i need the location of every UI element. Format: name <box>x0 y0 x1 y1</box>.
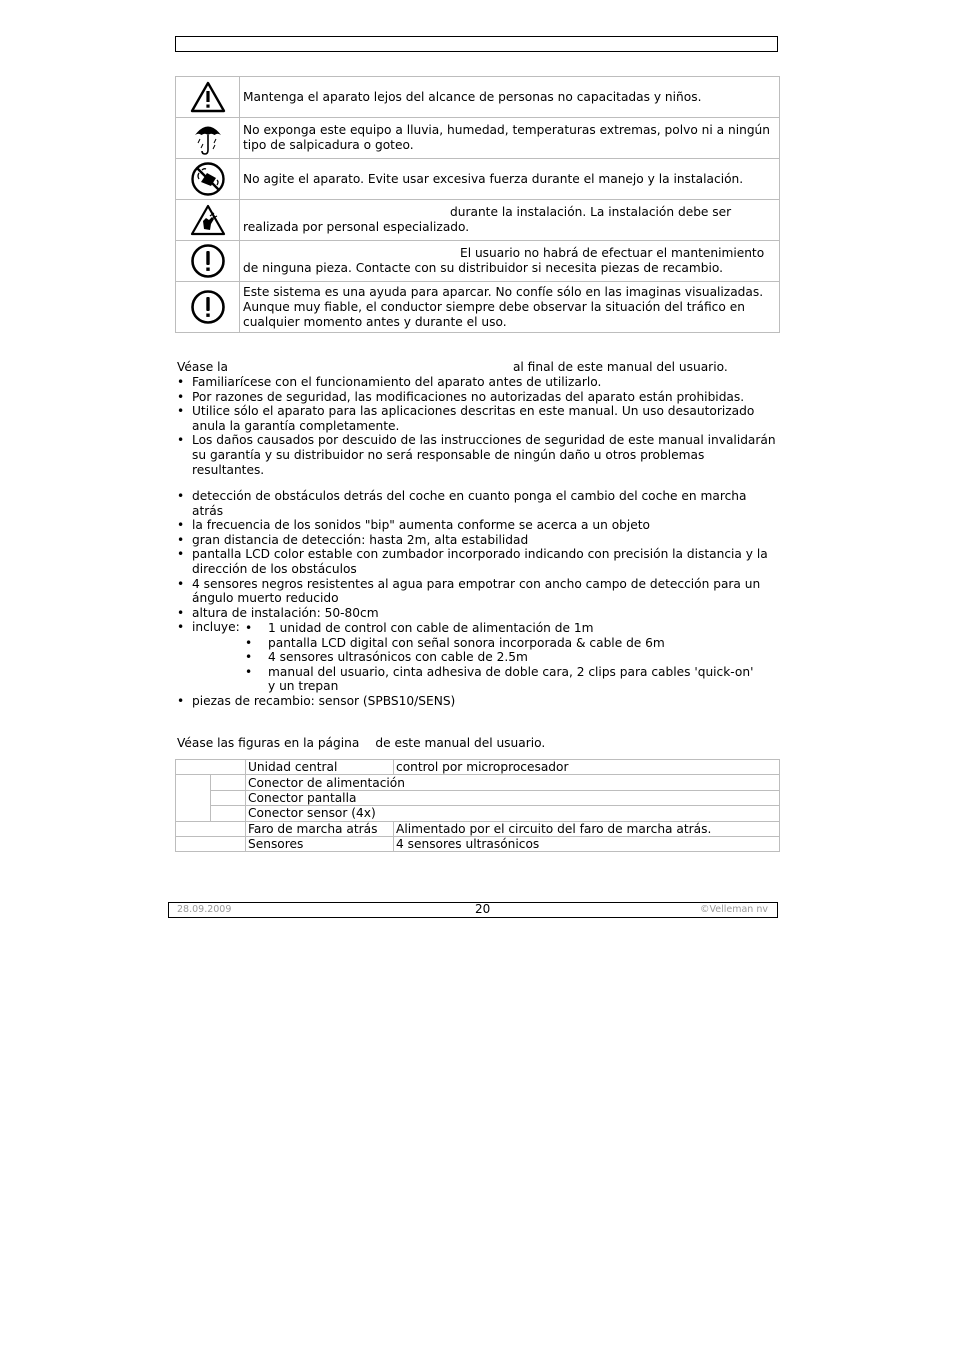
list-item: • Familiarícese con el funcionamiento del aparato antes de utilizarlo. <box>177 375 777 390</box>
features-list <box>177 489 777 635</box>
overview-intro-start: Véase las figuras en la página <box>177 736 360 750</box>
table-cell: Conector sensor (4x) <box>246 806 780 821</box>
warning-triangle-icon <box>176 77 240 118</box>
table-row <box>176 836 780 851</box>
safety-text-content: El usuario no habrá de efectuar el mantenimiento de ninguna pieza. Contacte con su distribuidor si necesita piezas de recambio. <box>243 246 765 275</box>
table-cell: 4 sensores ultrasónicos <box>394 836 780 851</box>
table-row <box>176 790 780 805</box>
table-cell <box>176 760 246 775</box>
safety-row <box>176 200 780 241</box>
no-shaking-icon <box>176 159 240 200</box>
table-cell <box>176 821 246 836</box>
guidelines-list <box>177 375 777 477</box>
table-cell <box>176 836 246 851</box>
table-cell: Unidad central <box>246 760 394 775</box>
table-row <box>176 806 780 821</box>
header-bar <box>175 36 778 52</box>
table-cell <box>211 775 246 790</box>
table-row <box>176 821 780 836</box>
page-footer <box>168 902 778 918</box>
list-item: • Los daños causados por descuido de las instrucciones de seguridad de este manual invalidarán su garantía y su distribuidor no será responsable de ningún daño u otros problemas resultantes. <box>177 433 777 477</box>
table-cell <box>211 790 246 805</box>
safety-text: Mantenga el aparato lejos del alcance de personas no capacitadas y niños. <box>240 77 780 118</box>
list-item: • pantalla LCD digital con señal sonora incorporada & cable de 6m <box>243 636 763 651</box>
list-item: • piezas de recambio: sensor (SPBS10/SENS) <box>177 694 777 709</box>
table-cell: Conector pantalla <box>246 790 780 805</box>
table-row <box>176 760 780 775</box>
list-item: • altura de instalación: 50-80cm <box>177 606 777 621</box>
guidelines-intro-end: al final de este manual del usuario. <box>512 360 728 374</box>
overview-intro <box>177 736 545 751</box>
safety-row <box>176 159 780 200</box>
umbrella-rain-icon <box>176 118 240 159</box>
safety-text <box>240 200 780 241</box>
list-item: • gran distancia de detección: hasta 2m, alta estabilidad <box>177 533 777 548</box>
safety-text: No exponga este equipo a lluvia, humedad, temperaturas extremas, polvo ni a ningún tipo de salpicadura o goteo. <box>240 118 780 159</box>
table-cell <box>176 775 211 821</box>
table-cell: Faro de marcha atrás <box>246 821 394 836</box>
safety-row <box>176 77 780 118</box>
spare-parts-list <box>177 694 777 709</box>
overview-intro-end: de este manual del usuario. <box>375 736 546 750</box>
exclamation-circle-icon <box>176 282 240 333</box>
description-table <box>175 759 780 852</box>
list-item: • 4 sensores negros resistentes al agua para empotrar con ancho campo de detección para un ángulo muerto reducido <box>177 577 777 606</box>
guidelines-intro <box>177 360 728 375</box>
table-row <box>176 775 780 790</box>
table-cell: Conector de alimentación <box>246 775 780 790</box>
list-item: • la frecuencia de los sonidos "bip" aumenta conforme se acerca a un objeto <box>177 518 777 533</box>
table-cell: Alimentado por el circuito del faro de marcha atrás. <box>394 821 780 836</box>
list-item: • manual del usuario, cinta adhesiva de doble cara, 2 clips para cables 'quick-on' y un trepan <box>243 665 763 694</box>
guidelines-intro-start: Véase la <box>177 360 228 374</box>
hand-caution-icon <box>176 200 240 241</box>
list-item: • 1 unidad de control con cable de alimentación de 1m <box>243 621 763 636</box>
safety-row <box>176 241 780 282</box>
safety-text <box>240 241 780 282</box>
list-item: • Utilice sólo el aparato para las aplicaciones descritas en este manual. Un uso desautorizado anula la garantía completamente. <box>177 404 777 433</box>
safety-text-content: durante la instalación. La instalación debe ser realizada por personal especializado. <box>243 205 732 234</box>
list-item: • Por razones de seguridad, las modificaciones no autorizadas del aparato están prohibidas. <box>177 390 777 405</box>
safety-table <box>175 76 780 333</box>
page-number: 20 <box>475 902 491 916</box>
safety-text: Este sistema es una ayuda para aparcar. No confíe sólo en las imaginas visualizadas. Aunque muy fiable, el conductor siempre debe observar la situación del tráfico en cualquier momento antes y durante el uso. <box>240 282 780 333</box>
list-item: • incluye: <box>177 620 777 635</box>
footer-date: 28.09.2009 <box>177 904 232 915</box>
table-cell <box>211 806 246 821</box>
safety-row <box>176 282 780 333</box>
table-cell: Sensores <box>246 836 394 851</box>
safety-text: No agite el aparato. Evite usar excesiva fuerza durante el manejo y la instalación. <box>240 159 780 200</box>
includes-list <box>243 621 763 694</box>
list-item: • 4 sensores ultrasónicos con cable de 2.5m <box>243 650 763 665</box>
list-item: • detección de obstáculos detrás del coche en cuanto ponga el cambio del coche en marcha atrás <box>177 489 777 518</box>
table-cell: control por microprocesador <box>394 760 780 775</box>
exclamation-circle-icon <box>176 241 240 282</box>
safety-row <box>176 118 780 159</box>
footer-copyright: ©Velleman nv <box>700 904 768 915</box>
list-item: • pantalla LCD color estable con zumbador incorporado indicando con precisión la distancia y la dirección de los obstáculos <box>177 547 777 576</box>
